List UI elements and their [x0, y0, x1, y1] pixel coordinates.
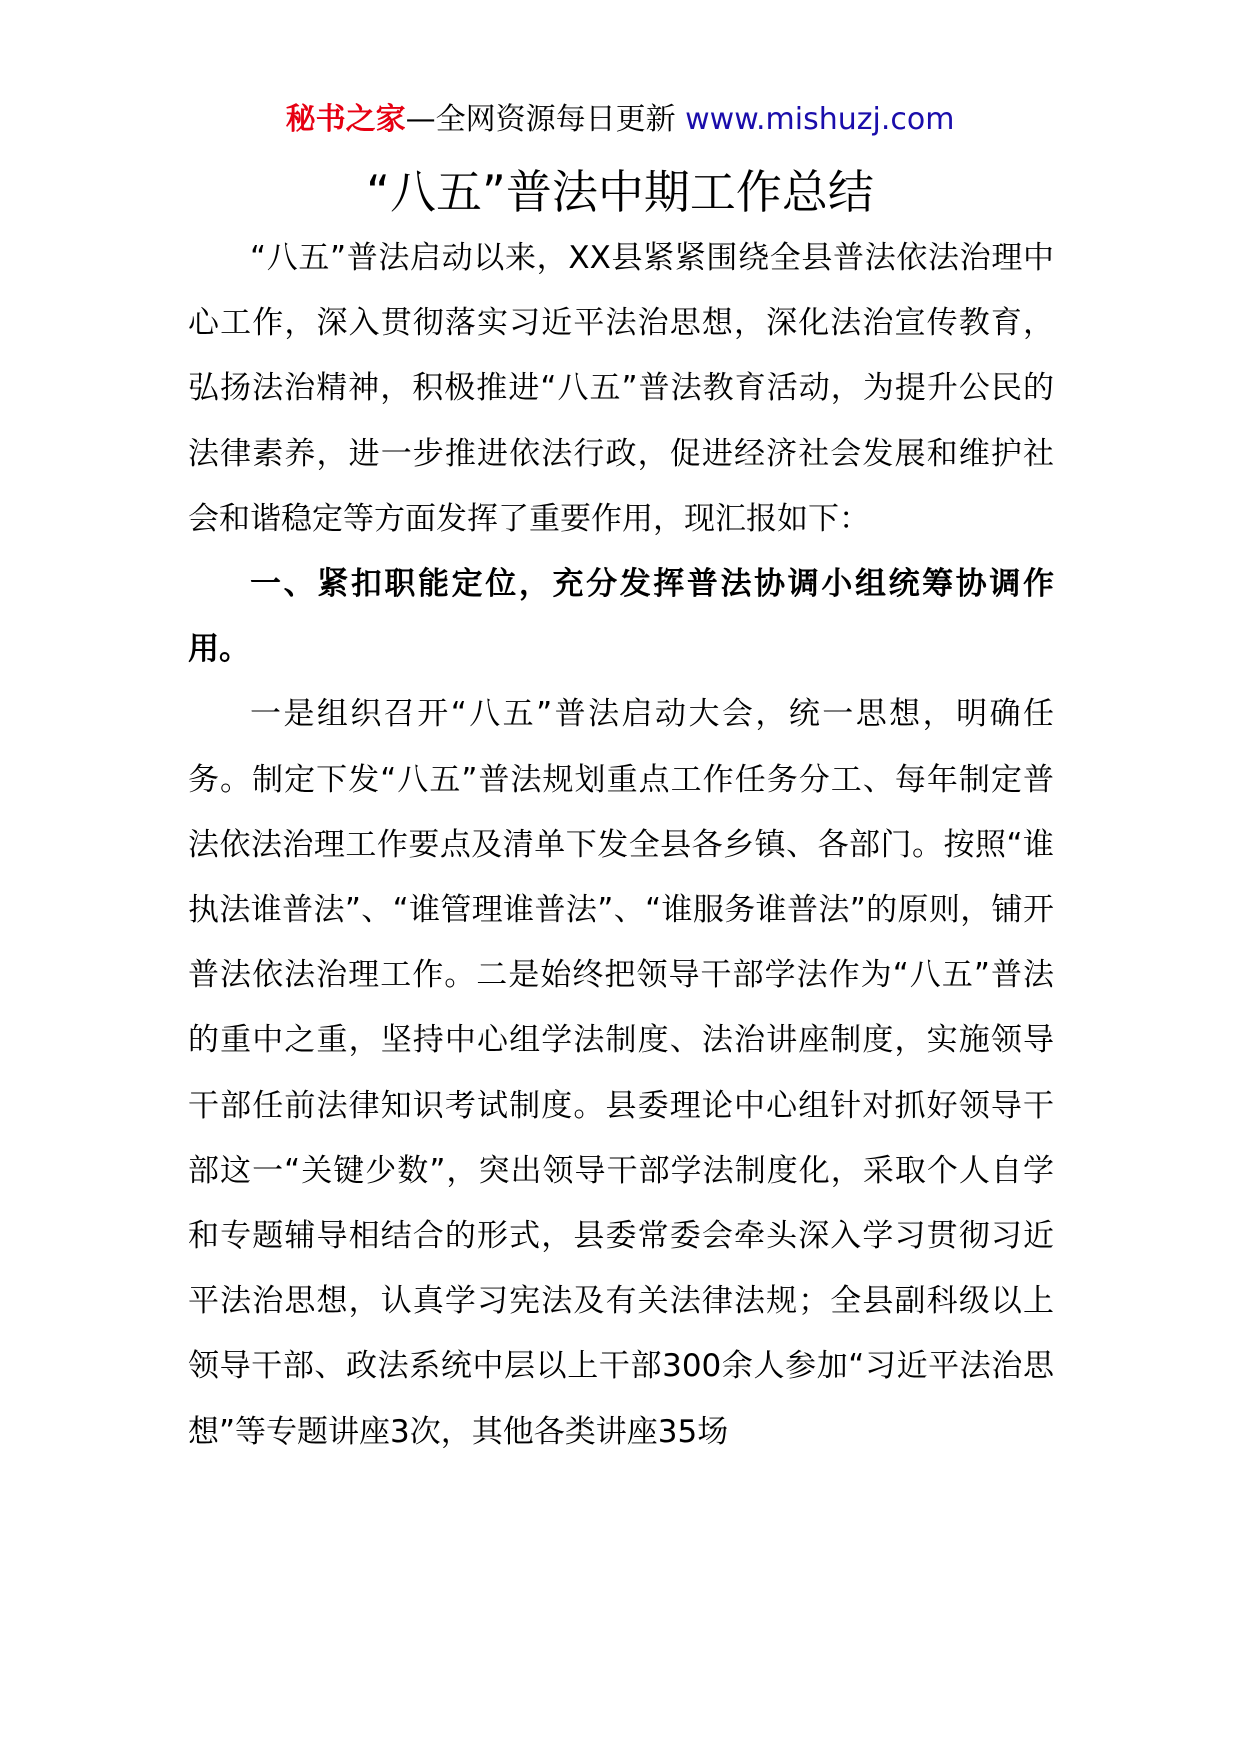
document-body: [188, 226, 1054, 1465]
body-paragraph: 一是组织召开“八五”普法启动大会，统一思想，明确任务。制定下发“八五”普法规划重点工作任务分工、每年制定普法依法治理工作要点及清单下发全县各乡镇、各部门。按照“谁执法谁普法”、“谁管理谁普法”、“谁服务谁普法”的原则，铺开普法依法治理工作。二是始终把领导干部学法作为“八五”普法的重中之重，坚持中心组学法制度、法治讲座制度，实施领导干部任前法律知识考试制度。县委理论中心组针对抓好领导干部这一“关键少数”，突出领导干部学法制度化，采取个人自学和专题辅导相结合的形式，县委常委会牵头深入学习贯彻习近平法治思想，认真学习宪法及有关法律法规；全县副科级以上领导干部、政法系统中层以上干部300余人参加“习近平法治思想”等专题讲座3次，其他各类讲座35场: [188, 696, 1054, 1450]
site-header: [0, 100, 1240, 140]
site-url-link[interactable]: www.mishuzj.com: [685, 102, 955, 137]
section-heading-1: 一、紧扣职能定位，充分发挥普法协调小组统筹协调作用。: [188, 566, 1054, 668]
site-tagline: —全网资源每日更新: [405, 102, 686, 137]
site-brand: 秘书之家: [285, 102, 406, 137]
intro-paragraph: “八五”普法启动以来，XX县紧紧围绕全县普法依法治理中心工作，深入贯彻落实习近平法治思想，深化法治宣传教育，弘扬法治精神，积极推进“八五”普法教育活动，为提升公民的法律素养，进一步推进依法行政，促进经济社会发展和维护社会和谐稳定等方面发挥了重要作用，现汇报如下：: [188, 240, 1054, 537]
document-title: “八五”普法中期工作总结: [366, 165, 874, 219]
